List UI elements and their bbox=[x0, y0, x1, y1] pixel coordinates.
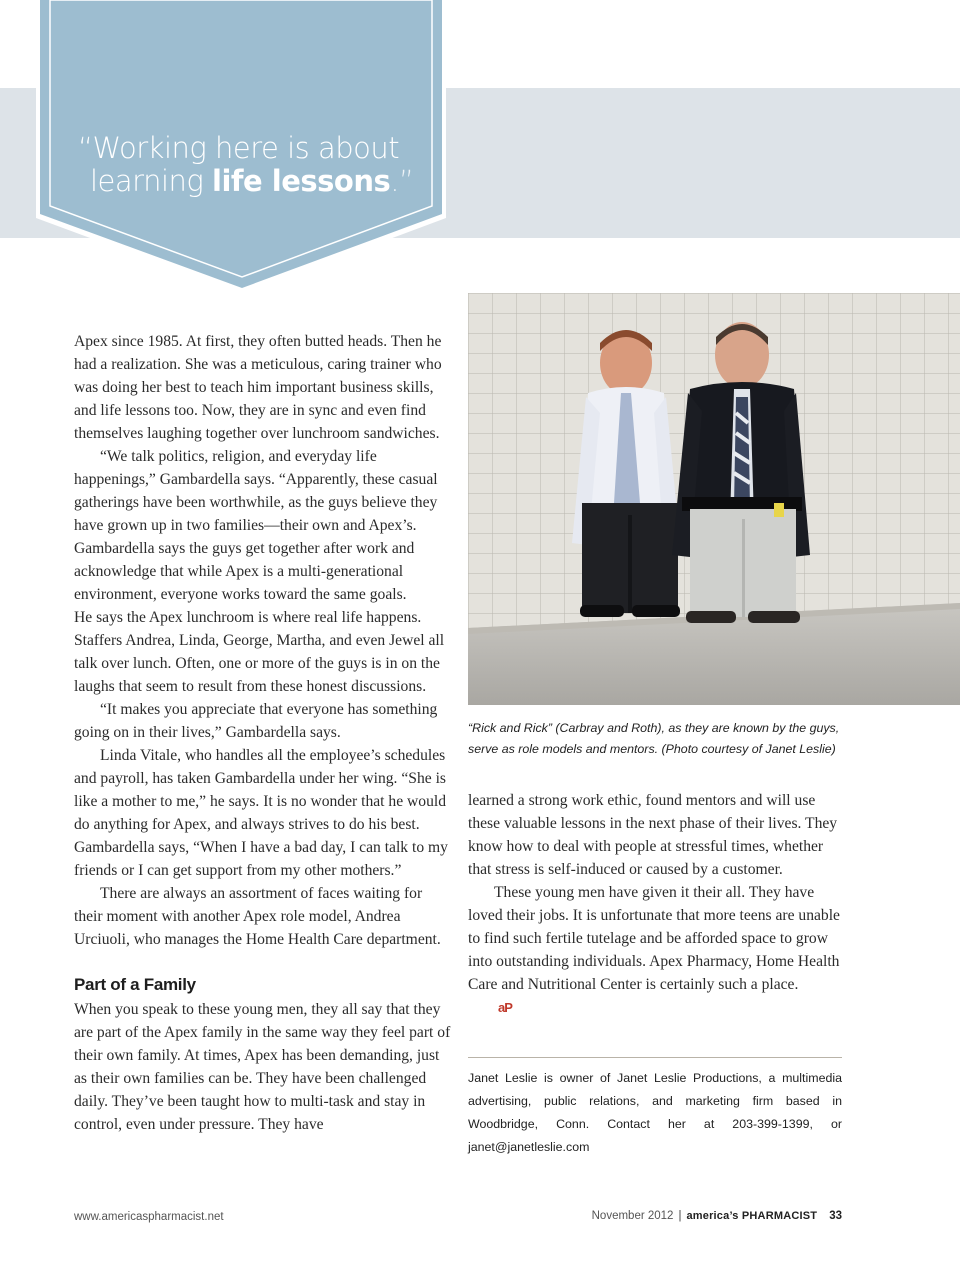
paragraph-text: These young men have given it their all. They have loved their jobs. It is unfortunate that more teens are unable to find such fertile tutelage and be afforded space to grow into outstanding individuals. Apex Pharmacy, Home Health Care and Nutritional Center is certainly such a place. bbox=[468, 884, 840, 993]
paragraph: He says the Apex lunchroom is where real life happens. Staffers Andrea, Linda, George, Martha, and even Jewel all talk over lunch. Often, one or more of the guys is in on the laughs that seem to result from these honest discussions. bbox=[74, 609, 445, 695]
author-bio: Janet Leslie is owner of Janet Leslie Productions, a multimedia advertising, public relations, and marketing firm based in Woodbridge, Conn. Contact her at 203-399-1399, or janet@janetleslie.com bbox=[468, 1071, 842, 1154]
right-column bbox=[468, 789, 842, 1019]
paragraph: learned a strong work ethic, found mentors and will use these valuable lessons in the next phase of their lives. They know how to deal with people at stressful times, whether that stress is self-induced or caused by a customer. bbox=[468, 792, 838, 878]
pull-quote-emphasis: life lessons bbox=[212, 164, 391, 198]
paragraph: There are always an assortment of faces waiting for their moment with another Apex role model, Andrea Urciuoli, who manages the Home Health Care department. bbox=[74, 885, 441, 948]
pull-quote-post: .” bbox=[390, 164, 414, 198]
end-mark-logo: aP bbox=[498, 1000, 512, 1015]
paragraph: Linda Vitale, who handles all the employee’s schedules and payroll, has taken Gambardella under her wing. “She is like a mother to me,” he says. It is no wonder that he would do anything for Apex, and always strives to do his best. Gambardella says, “When I have a bad day, I can talk to my friends or I can get support from my other mothers.” bbox=[74, 747, 448, 879]
magazine-name: america’s PHARMACIST bbox=[686, 1210, 818, 1222]
paragraph: When you speak to these young men, they all say that they are part of the Apex family in the same way they feel part of their own family. At times, Apex has been demanding, just as their own families can be. They have been challenged daily. They’ve been taught how to multi-task and stay in control, even under pressure. They have bbox=[74, 1001, 451, 1133]
page-number: 33 bbox=[829, 1210, 842, 1222]
paragraph bbox=[468, 881, 842, 1019]
photo-caption: “Rick and Rick” (Carbray and Roth), as they are known by the guys, serve as role models and mentors. (Photo courtesy of Janet Leslie) bbox=[468, 721, 840, 756]
photo-illustration bbox=[468, 293, 960, 705]
footer-website: www.americaspharmacist.net bbox=[74, 1211, 224, 1223]
issue-date: November 2012 bbox=[591, 1210, 674, 1222]
footer-separator: | bbox=[678, 1210, 682, 1222]
pull-quote-pre: learning bbox=[90, 164, 213, 198]
left-column bbox=[74, 330, 452, 1136]
divider bbox=[468, 1057, 842, 1058]
section-heading: Part of a Family bbox=[74, 975, 196, 994]
paragraph: “We talk politics, religion, and everyday life happenings,” Gambardella says. “Apparently, these casual gatherings have been worthwhile, as the guys believe they have grown up in two families—their own and Apex’s. Gambardella says the guys get together after work and acknowledge that while Apex is a multi-generational environment, everyone works toward the same goals. bbox=[74, 448, 438, 603]
pull-quote-line2 bbox=[78, 165, 428, 198]
pull-quote bbox=[78, 132, 428, 198]
footer-issue-info bbox=[592, 1210, 842, 1222]
pull-quote-line1: “Working here is about bbox=[78, 131, 400, 165]
paragraph: “It makes you appreciate that everyone has something going on in their lives,” Gambardella says. bbox=[74, 701, 438, 741]
article-photo bbox=[468, 293, 960, 705]
paragraph: Apex since 1985. At first, they often butted heads. Then he had a realization. She was a meticulous, caring trainer who was doing her best to teach him important business skills, and life lessons too. Now, they are in sync and even find themselves laughing together over lunchroom sandwiches. bbox=[74, 333, 442, 442]
